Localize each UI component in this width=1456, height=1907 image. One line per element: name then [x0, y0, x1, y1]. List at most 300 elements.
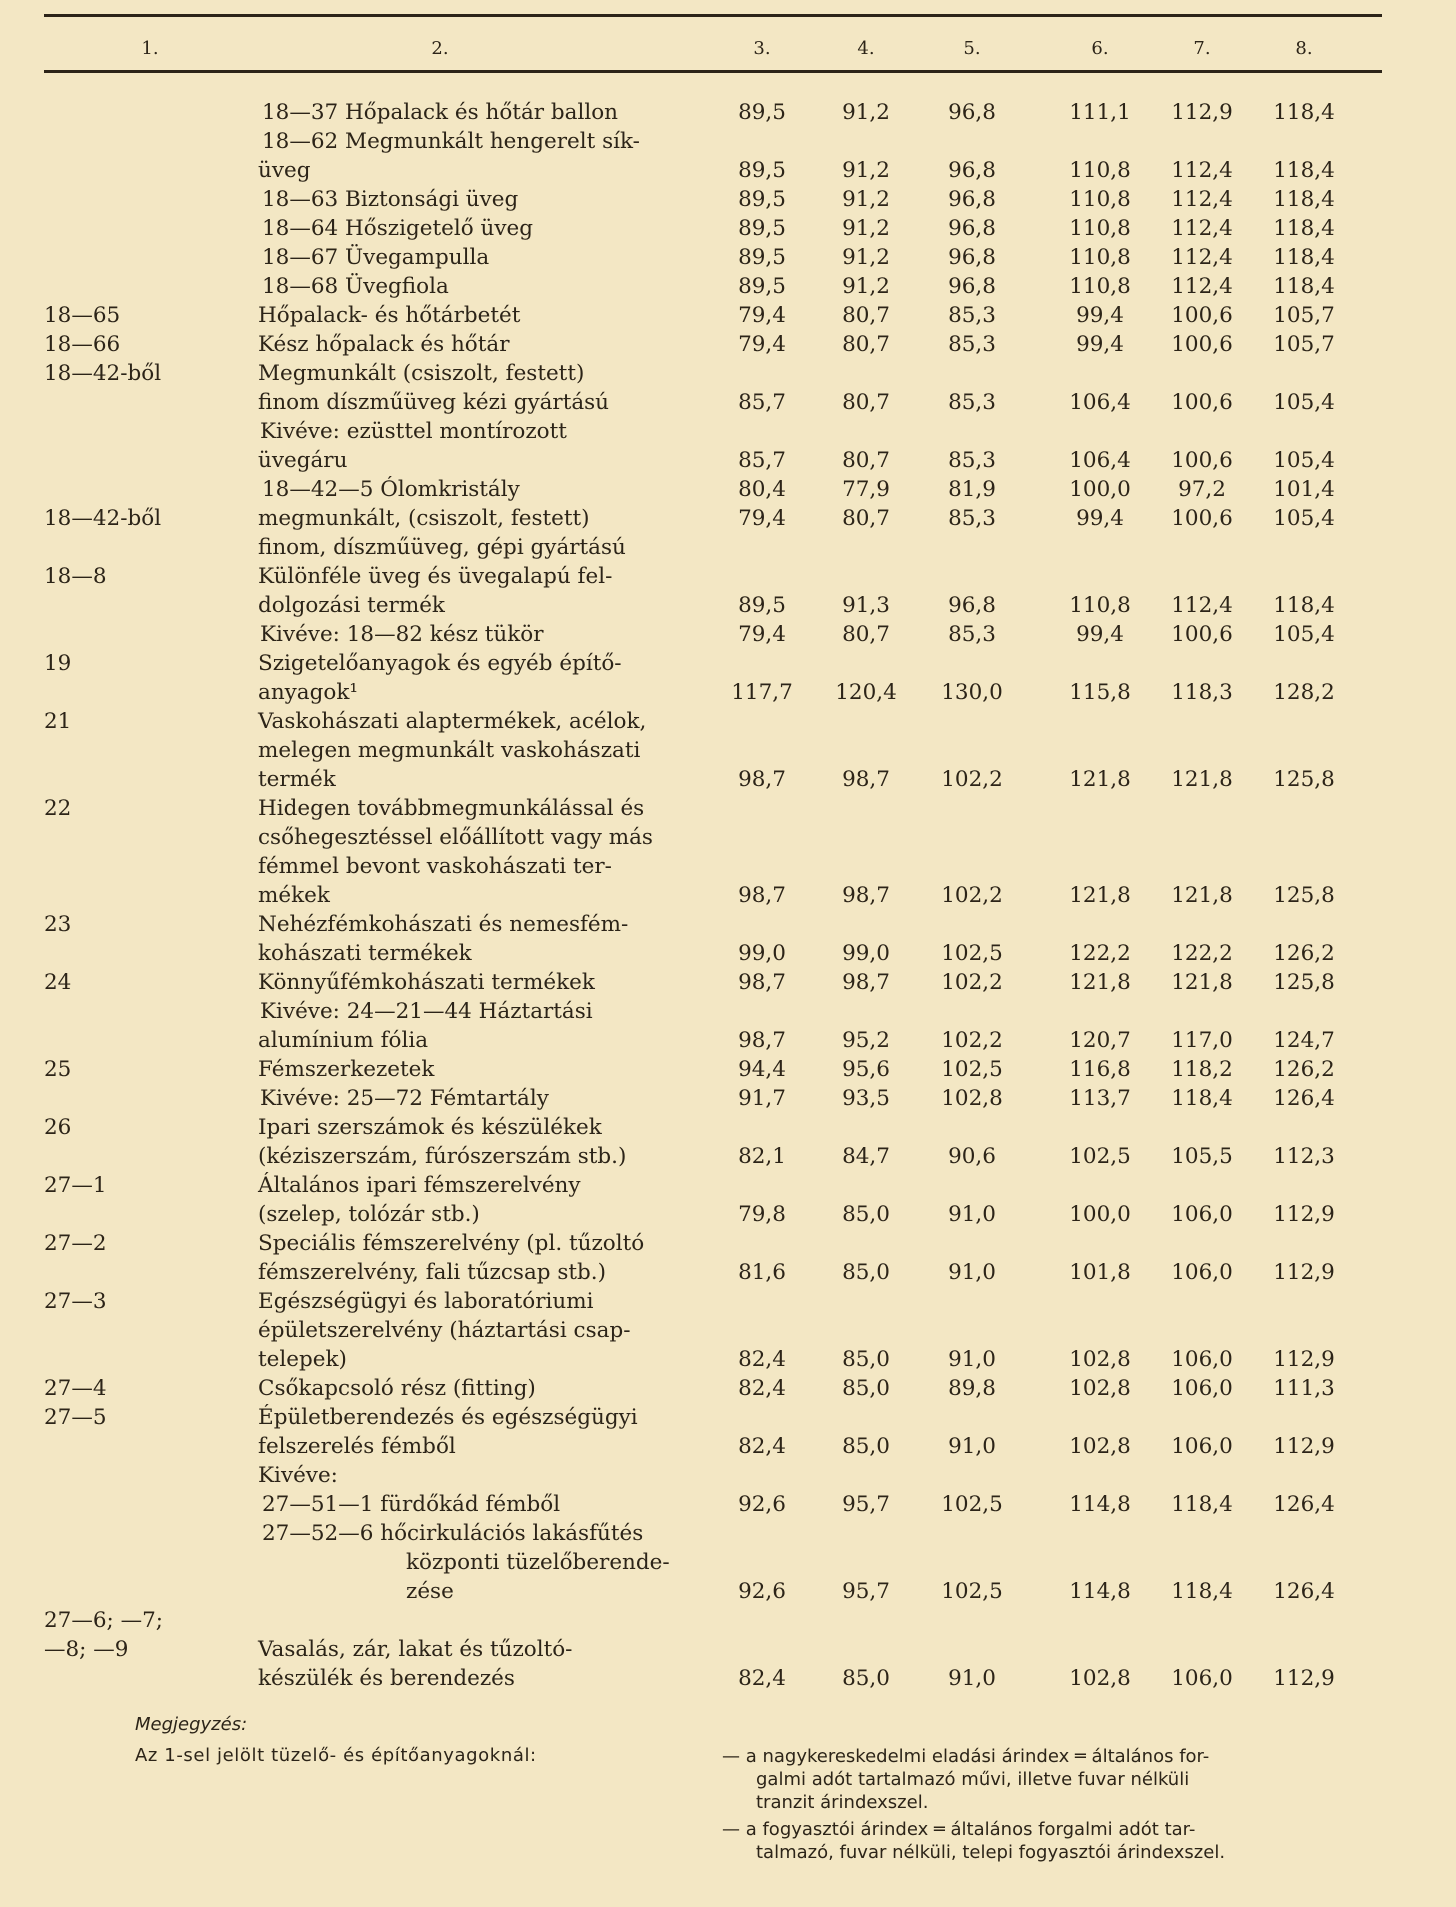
value-col-6: 99,4	[1076, 303, 1124, 328]
note-line: tranzit árindexszel.	[756, 1792, 929, 1813]
col-3-header: 3.	[753, 38, 771, 59]
note-line: — a nagykereskedelmi eladási árindex ═ általános for-	[722, 1746, 1210, 1767]
value-col-4: 91,2	[842, 100, 890, 125]
row-code: 27—1	[44, 1173, 107, 1198]
value-col-4: 95,2	[842, 1028, 890, 1053]
value-col-6: 110,8	[1069, 274, 1131, 299]
value-col-7: 100,6	[1171, 506, 1233, 531]
row-description: Kivéve: 25—72 Fémtartály	[260, 1086, 549, 1111]
table-row	[0, 1287, 1456, 1316]
value-col-3: 82,4	[738, 1347, 786, 1372]
value-col-3: 79,4	[738, 622, 786, 647]
col-4-header: 4.	[857, 38, 875, 59]
value-col-4: 91,2	[842, 245, 890, 270]
value-col-8: 105,4	[1273, 448, 1335, 473]
row-description: csőhegesztéssel előállított vagy más	[258, 825, 653, 850]
row-description: központi tüzelőberende-	[406, 1550, 670, 1575]
value-col-5: 96,8	[948, 216, 996, 241]
value-col-4: 80,7	[842, 448, 890, 473]
value-col-4: 91,2	[842, 274, 890, 299]
row-code: 21	[44, 709, 72, 734]
value-col-5: 102,5	[941, 1057, 1003, 1082]
value-col-6: 106,4	[1069, 390, 1131, 415]
value-col-7: 100,6	[1171, 448, 1233, 473]
table-row	[0, 1432, 1456, 1461]
value-col-4: 85,0	[842, 1202, 890, 1227]
value-col-8: 118,4	[1273, 274, 1335, 299]
row-description: 18—62 Megmunkált hengerelt sík-	[262, 129, 640, 154]
value-col-8: 125,8	[1273, 767, 1335, 792]
table-row	[0, 1548, 1456, 1577]
value-col-8: 105,4	[1273, 506, 1335, 531]
table-row	[0, 1055, 1456, 1084]
value-col-7: 117,0	[1171, 1028, 1233, 1053]
value-col-8: 118,4	[1273, 187, 1335, 212]
row-description: Ipari szerszámok és készülékek	[258, 1115, 602, 1140]
value-col-6: 102,8	[1069, 1434, 1131, 1459]
value-col-5: 85,3	[948, 622, 996, 647]
value-col-4: 99,0	[842, 941, 890, 966]
value-col-3: 98,7	[738, 970, 786, 995]
value-col-6: 113,7	[1069, 1086, 1131, 1111]
value-col-8: 105,7	[1273, 303, 1335, 328]
value-col-6: 116,8	[1069, 1057, 1131, 1082]
table-row	[0, 1664, 1456, 1693]
value-col-7: 118,4	[1171, 1086, 1233, 1111]
value-col-6: 101,8	[1069, 1260, 1131, 1285]
value-col-7: 112,4	[1171, 593, 1233, 618]
table-row	[0, 823, 1456, 852]
value-col-6: 102,5	[1069, 1144, 1131, 1169]
value-col-6: 102,8	[1069, 1666, 1131, 1691]
table-row	[0, 1577, 1456, 1606]
note-item-1	[722, 1745, 1372, 1814]
value-col-3: 89,5	[738, 274, 786, 299]
value-col-5: 85,3	[948, 390, 996, 415]
value-col-5: 91,0	[948, 1666, 996, 1691]
row-description: 18—64 Hőszigetelő üveg	[262, 216, 533, 241]
value-col-5: 85,3	[948, 506, 996, 531]
value-col-4: 85,0	[842, 1434, 890, 1459]
value-col-3: 79,4	[738, 506, 786, 531]
value-col-3: 89,5	[738, 216, 786, 241]
value-col-4: 80,7	[842, 622, 890, 647]
row-description: fémmel bevont vaskohászati ter-	[258, 854, 612, 879]
value-col-3: 81,6	[738, 1260, 786, 1285]
row-description: üveg	[258, 158, 311, 183]
col-7-header: 7.	[1193, 38, 1211, 59]
value-col-3: 89,5	[738, 187, 786, 212]
table-row	[0, 359, 1456, 388]
row-code: 27—3	[44, 1289, 107, 1314]
value-col-7: 112,4	[1171, 274, 1233, 299]
value-col-7: 105,5	[1171, 1144, 1233, 1169]
value-col-8: 118,4	[1273, 158, 1335, 183]
note-line: talmazó, fuvar nélküli, telepi fogyasztói árindexszel.	[756, 1842, 1226, 1863]
value-col-4: 77,9	[842, 477, 890, 502]
value-col-8: 112,9	[1273, 1347, 1335, 1372]
table-row	[0, 98, 1456, 127]
table-row	[0, 1229, 1456, 1258]
value-col-7: 118,4	[1171, 1579, 1233, 1604]
table-row	[0, 1519, 1456, 1548]
col-5-header: 5.	[963, 38, 981, 59]
row-description: Megmunkált (csiszolt, festett)	[258, 361, 585, 386]
row-description: 27—51—1 fürdőkád fémből	[262, 1492, 561, 1517]
value-col-8: 118,4	[1273, 100, 1335, 125]
row-description: Vaskohászati alaptermékek, acélok,	[258, 709, 647, 734]
note-title: Megjegyzés:	[135, 1714, 248, 1735]
table-row	[0, 562, 1456, 591]
value-col-3: 117,7	[731, 680, 793, 705]
row-description: Kivéve: ezüsttel montírozott	[260, 419, 567, 444]
table-row	[0, 1084, 1456, 1113]
table-row	[0, 1113, 1456, 1142]
row-description: Hőpalack- és hőtárbetét	[258, 303, 521, 328]
table-row	[0, 910, 1456, 939]
table-row	[0, 620, 1456, 649]
value-col-6: 111,1	[1069, 100, 1131, 125]
value-col-5: 102,5	[941, 941, 1003, 966]
value-col-4: 98,7	[842, 883, 890, 908]
value-col-5: 102,5	[941, 1492, 1003, 1517]
value-col-8: 111,3	[1273, 1376, 1335, 1401]
row-description: (kéziszerszám, fúrószerszám stb.)	[258, 1144, 627, 1169]
value-col-8: 118,4	[1273, 216, 1335, 241]
row-code: 23	[44, 912, 72, 937]
row-description: 18—42—5 Ólomkristály	[262, 477, 520, 502]
value-col-3: 92,6	[738, 1579, 786, 1604]
value-col-8: 126,2	[1273, 1057, 1335, 1082]
value-col-3: 91,7	[738, 1086, 786, 1111]
table-row	[0, 707, 1456, 736]
table-row	[0, 649, 1456, 678]
table-row	[0, 214, 1456, 243]
value-col-5: 96,8	[948, 187, 996, 212]
value-col-7: 112,4	[1171, 158, 1233, 183]
value-col-7: 100,6	[1171, 622, 1233, 647]
value-col-8: 126,4	[1273, 1086, 1335, 1111]
value-col-6: 114,8	[1069, 1579, 1131, 1604]
table-row	[0, 388, 1456, 417]
value-col-6: 120,7	[1069, 1028, 1131, 1053]
value-col-4: 91,3	[842, 593, 890, 618]
row-code: 18—42-ből	[44, 506, 162, 531]
row-code: 22	[44, 796, 72, 821]
note-line: galmi adót tartalmazó művi, illetve fuvar nélküli	[756, 1769, 1190, 1790]
value-col-3: 82,1	[738, 1144, 786, 1169]
value-col-6: 115,8	[1069, 680, 1131, 705]
value-col-4: 91,2	[842, 158, 890, 183]
row-description: termék	[258, 767, 336, 792]
column-header	[44, 34, 1382, 70]
row-description: Fémszerkezetek	[258, 1057, 435, 1082]
row-description: Kivéve: 18—82 kész tükör	[260, 622, 544, 647]
note-left: Az 1-sel jelölt tüzelő- és építőanyagoknál:	[135, 1745, 537, 1766]
row-description: finom, díszműüveg, gépi gyártású	[258, 535, 626, 560]
value-col-6: 121,8	[1069, 970, 1131, 995]
value-col-7: 112,9	[1171, 100, 1233, 125]
row-code: 18—65	[44, 303, 121, 328]
value-col-7: 112,4	[1171, 216, 1233, 241]
value-col-7: 106,0	[1171, 1434, 1233, 1459]
value-col-7: 100,6	[1171, 303, 1233, 328]
row-description: megmunkált, (csiszolt, festett)	[258, 506, 590, 531]
table-row	[0, 127, 1456, 156]
row-description: mékek	[258, 883, 330, 908]
value-col-5: 102,8	[941, 1086, 1003, 1111]
value-col-6: 100,0	[1069, 1202, 1131, 1227]
value-col-5: 85,3	[948, 332, 996, 357]
value-col-8: 126,4	[1273, 1579, 1335, 1604]
row-description: (szelep, tolózár stb.)	[258, 1202, 480, 1227]
value-col-5: 90,6	[948, 1144, 996, 1169]
table-row	[0, 794, 1456, 823]
value-col-7: 122,2	[1171, 941, 1233, 966]
table-row	[0, 504, 1456, 533]
top-rule	[44, 14, 1382, 17]
value-col-8: 112,3	[1273, 1144, 1335, 1169]
row-code: 27—5	[44, 1405, 107, 1430]
row-description: anyagok¹	[258, 680, 358, 705]
table-row	[0, 1635, 1456, 1664]
value-col-4: 91,2	[842, 216, 890, 241]
value-col-6: 110,8	[1069, 245, 1131, 270]
value-col-8: 118,4	[1273, 593, 1335, 618]
value-col-3: 79,4	[738, 303, 786, 328]
table-row	[0, 417, 1456, 446]
value-col-3: 82,4	[738, 1434, 786, 1459]
value-col-7: 112,4	[1171, 187, 1233, 212]
value-col-5: 81,9	[948, 477, 996, 502]
col-1-header: 1.	[141, 38, 159, 59]
value-col-4: 85,0	[842, 1666, 890, 1691]
value-col-8: 125,8	[1273, 883, 1335, 908]
value-col-7: 118,3	[1171, 680, 1233, 705]
value-col-8: 112,9	[1273, 1202, 1335, 1227]
value-col-3: 80,4	[738, 477, 786, 502]
value-col-4: 95,7	[842, 1579, 890, 1604]
value-col-4: 85,0	[842, 1260, 890, 1285]
value-col-7: 100,6	[1171, 332, 1233, 357]
row-description: 18—67 Üvegampulla	[262, 245, 490, 270]
row-code: 27—6; —7;	[44, 1608, 164, 1633]
table-row	[0, 1200, 1456, 1229]
table-row	[0, 1026, 1456, 1055]
value-col-6: 99,4	[1076, 622, 1124, 647]
value-col-3: 94,4	[738, 1057, 786, 1082]
table-row	[0, 1258, 1456, 1287]
value-col-5: 102,2	[941, 970, 1003, 995]
row-description: felszerelés fémből	[258, 1434, 456, 1459]
value-col-3: 85,7	[738, 448, 786, 473]
value-col-7: 118,2	[1171, 1057, 1233, 1082]
row-description: Nehézfémkohászati és nemesfém-	[258, 912, 629, 937]
table-row	[0, 330, 1456, 359]
value-col-5: 96,8	[948, 274, 996, 299]
row-description: melegen megmunkált vaskohászati	[258, 738, 641, 763]
value-col-4: 84,7	[842, 1144, 890, 1169]
note-item-2	[722, 1818, 1372, 1864]
value-col-5: 91,0	[948, 1260, 996, 1285]
value-col-4: 98,7	[842, 970, 890, 995]
row-description: Kész hőpalack és hőtár	[258, 332, 510, 357]
value-col-7: 106,0	[1171, 1260, 1233, 1285]
row-code: 18—8	[44, 564, 107, 589]
row-description: zése	[406, 1579, 454, 1604]
table-row	[0, 678, 1456, 707]
value-col-3: 89,5	[738, 100, 786, 125]
value-col-3: 92,6	[738, 1492, 786, 1517]
value-col-8: 125,8	[1273, 970, 1335, 995]
value-col-5: 96,8	[948, 245, 996, 270]
value-col-4: 98,7	[842, 767, 890, 792]
value-col-4: 85,0	[842, 1376, 890, 1401]
value-col-4: 80,7	[842, 303, 890, 328]
table-row	[0, 156, 1456, 185]
table-row	[0, 881, 1456, 910]
value-col-8: 128,2	[1273, 680, 1335, 705]
value-col-7: 100,6	[1171, 390, 1233, 415]
row-description: 18—68 Üvegfiola	[262, 274, 449, 299]
row-description: 27—52—6 hőcirkulációs lakásfűtés	[262, 1521, 644, 1546]
value-col-8: 105,7	[1273, 332, 1335, 357]
value-col-4: 93,5	[842, 1086, 890, 1111]
value-col-8: 126,4	[1273, 1492, 1335, 1517]
value-col-3: 89,5	[738, 158, 786, 183]
row-code: 19	[44, 651, 72, 676]
value-col-3: 82,4	[738, 1666, 786, 1691]
table-row	[0, 939, 1456, 968]
table-row	[0, 1345, 1456, 1374]
value-col-3: 79,4	[738, 332, 786, 357]
value-col-8: 126,2	[1273, 941, 1335, 966]
value-col-6: 99,4	[1076, 332, 1124, 357]
table-row	[0, 446, 1456, 475]
value-col-3: 98,7	[738, 767, 786, 792]
value-col-5: 102,2	[941, 767, 1003, 792]
value-col-5: 96,8	[948, 158, 996, 183]
table-row	[0, 1461, 1456, 1490]
value-col-5: 89,8	[948, 1376, 996, 1401]
value-col-7: 106,0	[1171, 1666, 1233, 1691]
table-row	[0, 736, 1456, 765]
note-line: — a fogyasztói árindex ═ általános forgalmi adót tar-	[722, 1819, 1196, 1840]
value-col-4: 80,7	[842, 506, 890, 531]
row-description: Egészségügyi és laboratóriumi	[258, 1289, 594, 1314]
row-description: 18—37 Hőpalack és hőtár ballon	[262, 100, 618, 125]
table-row	[0, 765, 1456, 794]
row-description: épületszerelvény (háztartási csap-	[258, 1318, 631, 1343]
value-col-6: 121,8	[1069, 767, 1131, 792]
row-description: telepek)	[258, 1347, 347, 1372]
table-row	[0, 185, 1456, 214]
table-row	[0, 1374, 1456, 1403]
row-code: —8; —9	[44, 1637, 129, 1662]
row-description: alumínium fólia	[258, 1028, 429, 1053]
value-col-3: 89,5	[738, 593, 786, 618]
value-col-3: 79,8	[738, 1202, 786, 1227]
row-description: Könnyűfémkohászati termékek	[258, 970, 595, 995]
value-col-6: 99,4	[1076, 506, 1124, 531]
value-col-4: 95,7	[842, 1492, 890, 1517]
table-row	[0, 1490, 1456, 1519]
value-col-8: 124,7	[1273, 1028, 1335, 1053]
value-col-8: 105,4	[1273, 390, 1335, 415]
value-col-8: 112,9	[1273, 1260, 1335, 1285]
table-row	[0, 1403, 1456, 1432]
row-description: Szigetelőanyagok és egyéb építő-	[258, 651, 622, 676]
value-col-7: 112,4	[1171, 245, 1233, 270]
value-col-6: 110,8	[1069, 593, 1131, 618]
value-col-5: 85,3	[948, 303, 996, 328]
value-col-7: 121,8	[1171, 767, 1233, 792]
value-col-7: 106,0	[1171, 1376, 1233, 1401]
row-description: Vasalás, zár, lakat és tűzoltó-	[258, 1637, 573, 1662]
value-col-5: 85,3	[948, 448, 996, 473]
row-description: készülék és berendezés	[258, 1666, 515, 1691]
row-description: finom díszműüveg kézi gyártású	[258, 390, 610, 415]
value-col-5: 102,2	[941, 883, 1003, 908]
row-description: Különféle üveg és üvegalapú fel-	[258, 564, 613, 589]
value-col-3: 98,7	[738, 883, 786, 908]
value-col-6: 110,8	[1069, 158, 1131, 183]
row-description: kohászati termékek	[258, 941, 472, 966]
table-row	[0, 475, 1456, 504]
price-index-table	[0, 98, 1456, 1693]
value-col-3: 85,7	[738, 390, 786, 415]
value-col-7: 121,8	[1171, 883, 1233, 908]
value-col-5: 91,0	[948, 1347, 996, 1372]
col-2-header: 2.	[431, 38, 449, 59]
value-col-4: 80,7	[842, 390, 890, 415]
value-col-6: 121,8	[1069, 883, 1131, 908]
header-rule	[44, 70, 1382, 73]
row-description: Hidegen továbbmegmunkálással és	[258, 796, 645, 821]
value-col-4: 91,2	[842, 187, 890, 212]
table-row	[0, 272, 1456, 301]
table-row	[0, 243, 1456, 272]
value-col-3: 82,4	[738, 1376, 786, 1401]
value-col-8: 112,9	[1273, 1666, 1335, 1691]
row-code: 18—42-ből	[44, 361, 162, 386]
value-col-7: 106,0	[1171, 1347, 1233, 1372]
table-row	[0, 591, 1456, 620]
row-description: üvegáru	[258, 448, 348, 473]
value-col-7: 121,8	[1171, 970, 1233, 995]
row-description: Csőkapcsoló rész (fitting)	[258, 1376, 536, 1401]
row-description: Kivéve:	[258, 1463, 338, 1488]
value-col-7: 106,0	[1171, 1202, 1233, 1227]
table-row	[0, 997, 1456, 1026]
table-row	[0, 301, 1456, 330]
value-col-4: 95,6	[842, 1057, 890, 1082]
table-row	[0, 1142, 1456, 1171]
value-col-5: 91,0	[948, 1202, 996, 1227]
value-col-6: 100,0	[1069, 477, 1131, 502]
value-col-7: 97,2	[1178, 477, 1226, 502]
value-col-6: 110,8	[1069, 216, 1131, 241]
value-col-5: 91,0	[948, 1434, 996, 1459]
table-row	[0, 1606, 1456, 1635]
value-col-3: 89,5	[738, 245, 786, 270]
value-col-6: 106,4	[1069, 448, 1131, 473]
value-col-8: 118,4	[1273, 245, 1335, 270]
table-row	[0, 852, 1456, 881]
row-description: dolgozási termék	[258, 593, 445, 618]
table-row	[0, 1171, 1456, 1200]
table-row	[0, 968, 1456, 997]
